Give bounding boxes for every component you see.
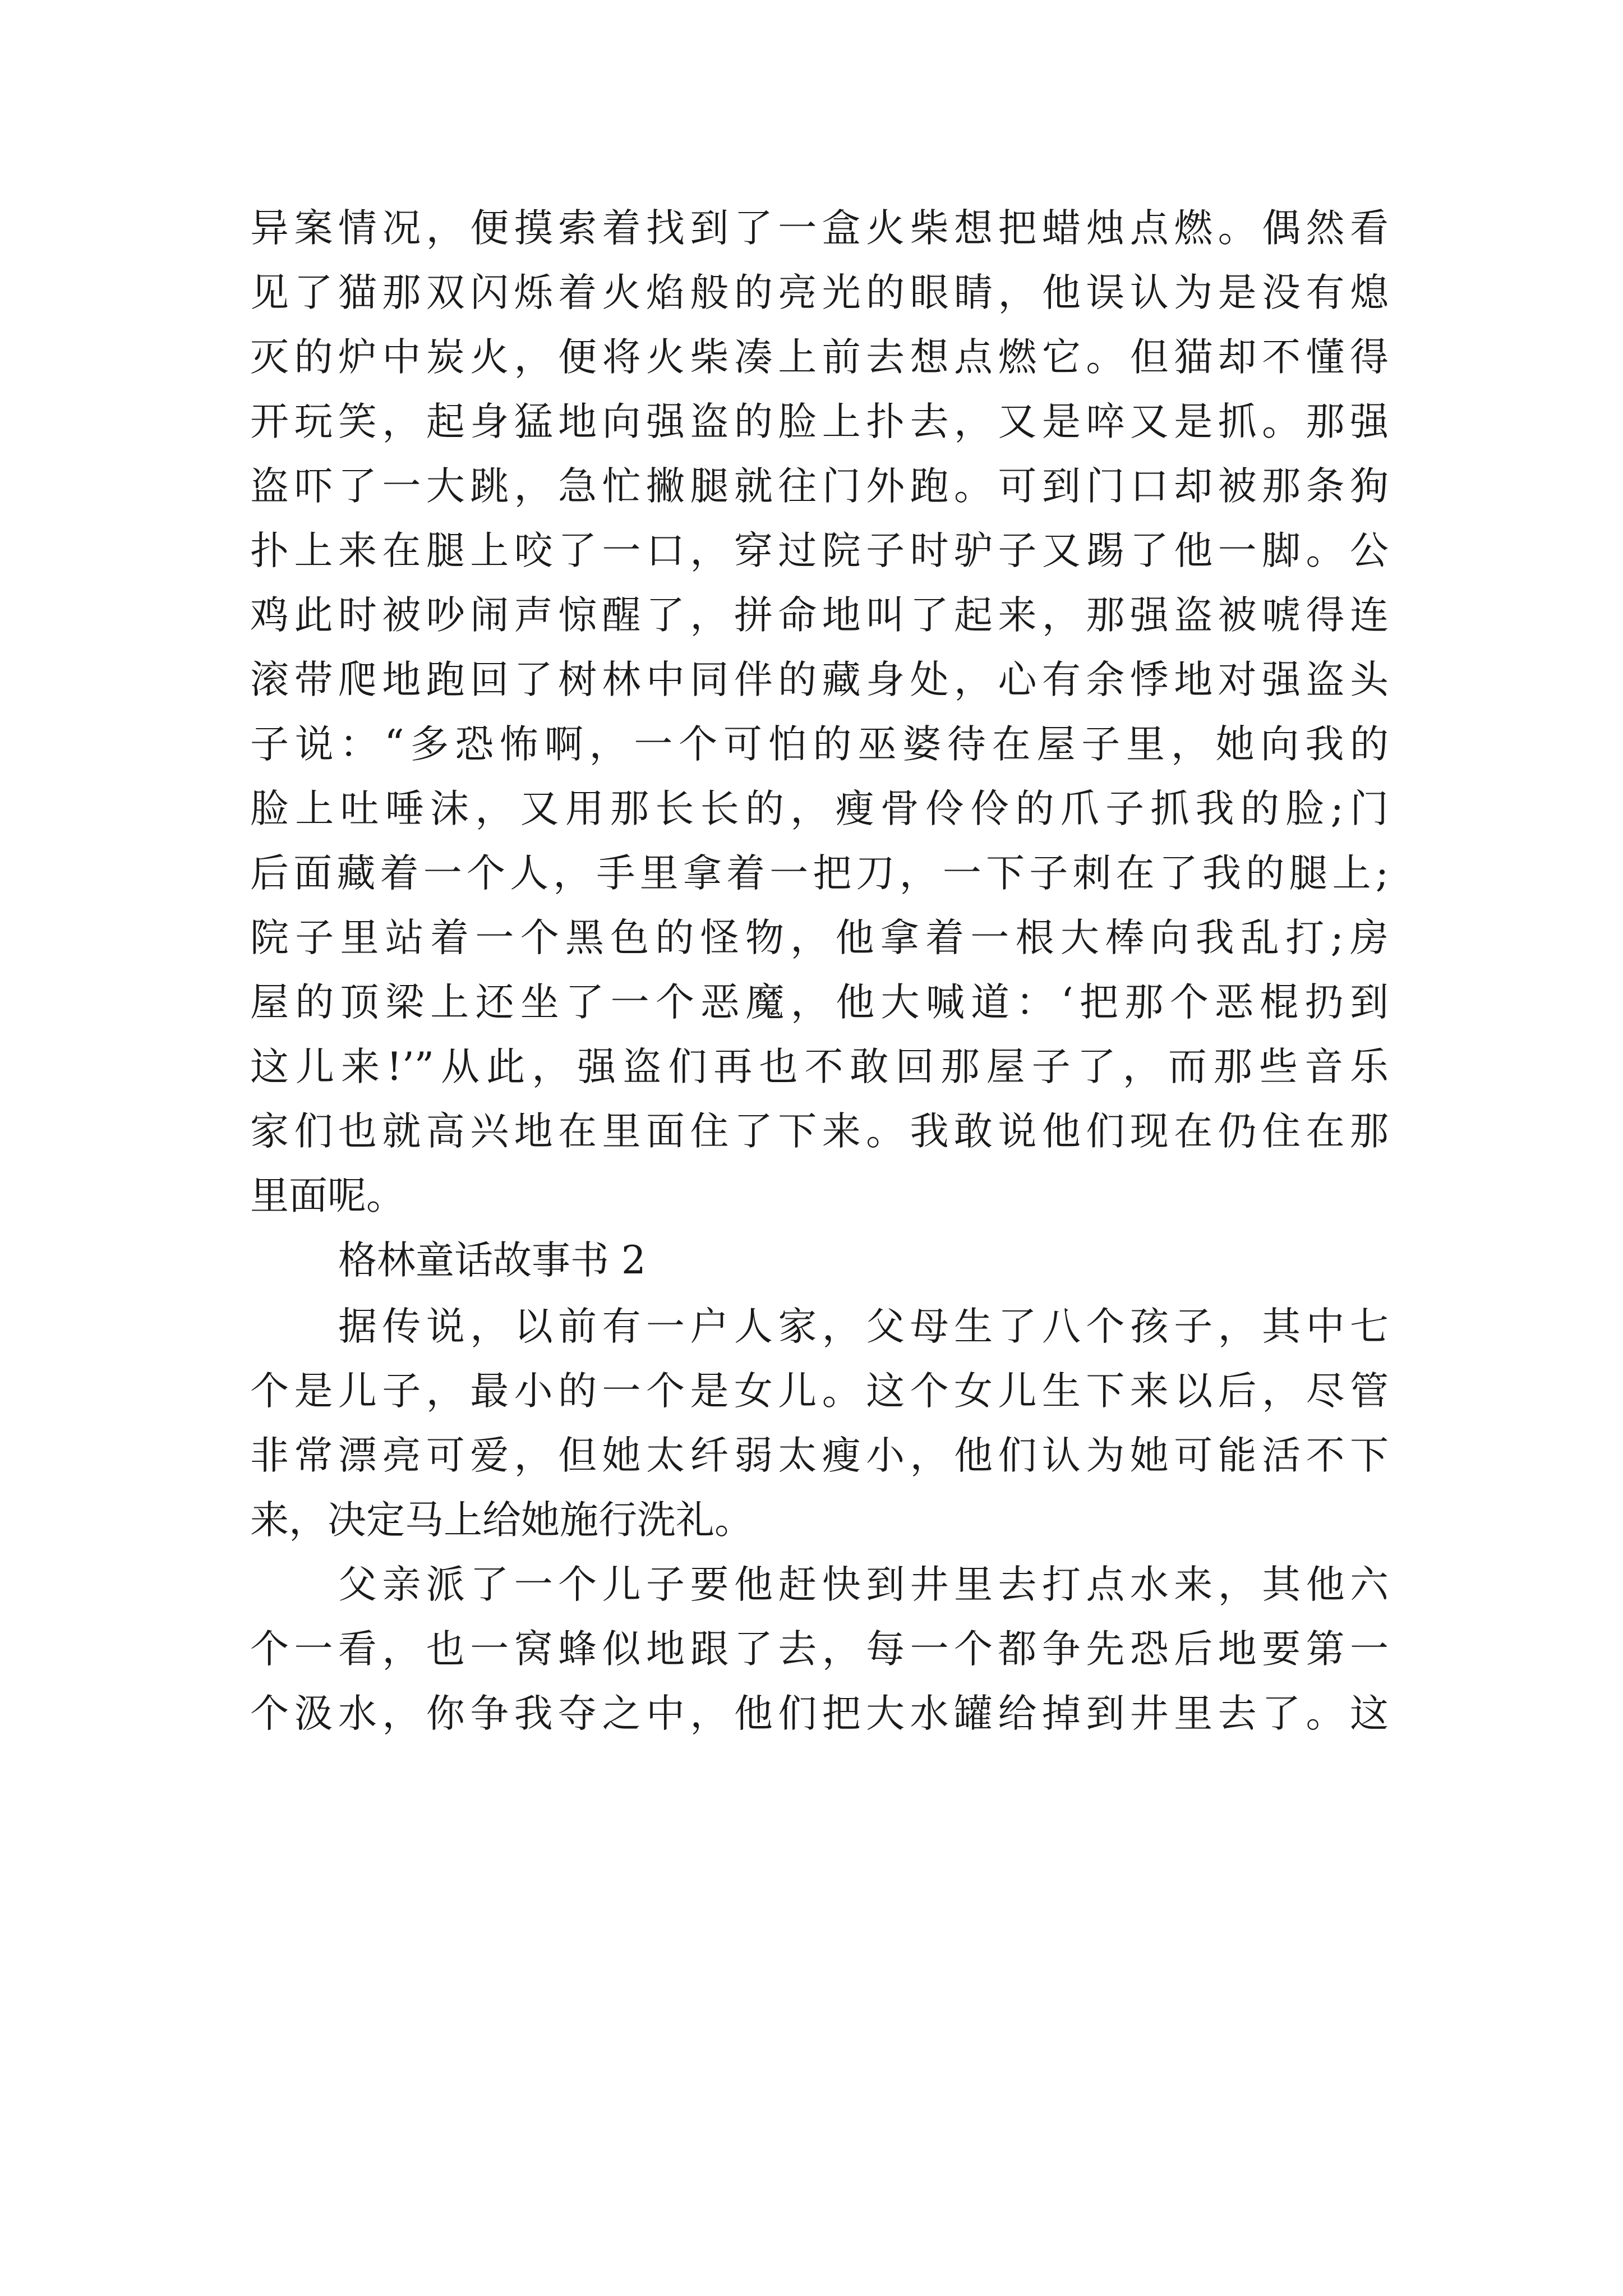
paragraph-1-line: 后面藏着一个人，手里拿着一把刀，一下子刺在了我的腿上; — [250, 851, 1389, 896]
section-heading: 格林童话故事书 2 — [338, 1238, 646, 1283]
paragraph-1-line: 扑上来在腿上咬了一口，穿过院子时驴子又踢了他一脚。公 — [250, 528, 1389, 573]
paragraph-1-line: 脸上吐唾沫，又用那长长的，瘦骨伶伶的爪子抓我的脸;门 — [250, 786, 1389, 831]
paragraph-1-line: 院子里站着一个黑色的怪物，他拿着一根大棒向我乱打;房 — [250, 915, 1389, 960]
paragraph-2-line: 来，决定马上给她施行洗礼。 — [250, 1498, 753, 1543]
paragraph-1-line: 子说：“多恐怖啊，一个可怕的巫婆待在屋子里，她向我的 — [250, 722, 1389, 767]
paragraph-1-line: 开玩笑，起身猛地向强盗的脸上扑去，又是啐又是抓。那强 — [250, 399, 1389, 444]
paragraph-2-line: 个是儿子，最小的一个是女儿。这个女儿生下来以后，尽管 — [250, 1369, 1389, 1414]
paragraph-1-line: 灭的炉中炭火，便将火柴凑上前去想点燃它。但猫却不懂得 — [250, 335, 1389, 380]
paragraph-1-line: 鸡此时被吵闹声惊醒了，拼命地叫了起来，那强盗被唬得连 — [250, 593, 1389, 638]
paragraph-1-line: 盗吓了一大跳，急忙撇腿就往门外跑。可到门口却被那条狗 — [250, 464, 1389, 509]
paragraph-1-line: 家们也就高兴地在里面住了下来。我敢说他们现在仍住在那 — [250, 1109, 1389, 1154]
paragraph-1-line: 屋的顶梁上还坐了一个恶魔，他大喊道：‘把那个恶棍扔到 — [250, 980, 1389, 1025]
paragraph-1-line: 见了猫那双闪烁着火焰般的亮光的眼睛，他误认为是没有熄 — [250, 270, 1389, 315]
paragraph-3-line: 个汲水，你争我夺之中，他们把大水罐给掉到井里去了。这 — [250, 1691, 1389, 1736]
paragraph-3-line: 个一看，也一窝蜂似地跟了去，每一个都争先恐后地要第一 — [250, 1627, 1389, 1672]
paragraph-2-line: 非常漂亮可爱，但她太纤弱太瘦小，他们认为她可能活不下 — [250, 1433, 1389, 1478]
paragraph-1-line: 异案情况，便摸索着找到了一盒火柴想把蜡烛点燃。偶然看 — [250, 206, 1389, 251]
paragraph-3-line: 父亲派了一个儿子要他赶快到井里去打点水来，其他六 — [338, 1562, 1389, 1607]
paragraph-1-line: 里面呢。 — [250, 1174, 405, 1218]
paragraph-1-line: 滚带爬地跑回了树林中同伴的藏身处，心有余悸地对强盗头 — [250, 657, 1389, 702]
paragraph-1-line: 这儿来!’”从此，强盗们再也不敢回那屋子了，而那些音乐 — [250, 1045, 1389, 1089]
paragraph-2-line: 据传说，以前有一户人家，父母生了八个孩子，其中七 — [338, 1304, 1389, 1349]
